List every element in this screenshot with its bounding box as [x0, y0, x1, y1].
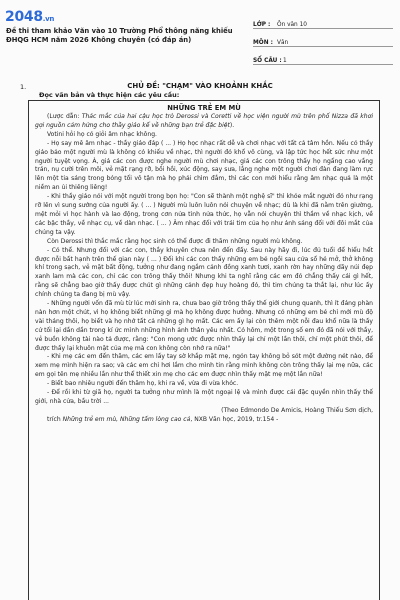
story-paragraph: Votini hỏi họ có giỏi âm nhạc không. [47, 130, 157, 138]
citation-prefix: trích [47, 415, 63, 423]
meta-value: Văn [277, 40, 289, 46]
question-topic: CHỦ ĐỀ: "CHẠM" VÀO KHOẢNH KHẮC [127, 82, 273, 90]
story-paragraph: - Những người vốn đã mù từ lúc mới sinh ra, chưa bao giờ trông thấy thế giới chung quanh, thì ít đáng phàn nàn hơn một chút, vì họ không biết những gì mà họ không được hưởng. Nhưng có những em bé chỉ mới mù độ vài tháng thôi, họ biết và họ nhớ tất cả những gì họ mất. Các em ấy lại còn thêm một nỗi đau khổ nữa là thấy cứ tối lại dần dần trong kí ức mình những hình ảnh thân yêu nhất. Có hôm, một trong số em đó đã nói với thầy, vẻ buồn không tài nào tả được, rằng: "Con mong ước được nhìn thấy lại chỉ một lần thôi, chỉ một phút thôi, để được thấy lại khuôn mặt của mẹ mà con không còn nhớ ra nữa!" [35, 300, 373, 352]
meta-key: LỚP : [253, 22, 271, 28]
question-instruction: Đọc văn bản và thực hiện các yêu cầu: [39, 91, 180, 99]
story-intro [35, 113, 373, 131]
meta-row-class [253, 13, 393, 29]
site-logo[interactable] [5, 9, 54, 25]
citation-suffix: , NXB Văn học, 2019, tr.154 - [190, 415, 279, 423]
story-paragraph: - Khi mẹ các em đến thăm, các em lấy tay sờ khắp mặt mẹ, ngón tay không bỏ sót một đường nét nào, để xem mẹ mình hiện ra sao; và các em chỉ hơi lắm cho mình tin rằng mình không còn trông thấy lại mẹ nữa, các em gọi tên mẹ nhiều lần như thể thiết xin mẹ cho các em được nhìn thấy mặt mẹ một lần nữa! [35, 353, 373, 379]
story-citation: (Theo Edmondo De Amicis, Hoàng Thiếu Sơn dịch, [221, 406, 373, 414]
meta-row-count [253, 49, 393, 65]
meta-value: Ôn văn 10 [277, 22, 307, 28]
intro-prefix: (Lược dẫn: [47, 113, 82, 120]
story-paragraph: - Để rồi khi từ giã họ, người ta tưởng như mình là một ngoại lệ và mình được cái đặc quyền nhìn thấy thế giới, nhà cửa, bầu trời ... [35, 389, 373, 405]
exam-meta [253, 13, 393, 67]
intro-suffix: ). [229, 121, 235, 129]
meta-value: 1 [283, 58, 287, 64]
reading-passage [28, 100, 380, 600]
story-paragraph: Còn Derossi thì thắc mắc rằng học sinh có thể được đi thăm những người mù không. [47, 237, 303, 245]
story-paragraph: - Biết bao nhiêu người đến thăm họ, khi ra về, vừa đi vừa khóc. [47, 380, 239, 388]
meta-key: MÔN : [253, 40, 273, 46]
meta-row-subject [253, 31, 393, 47]
logo-main: 2048 [5, 9, 43, 25]
meta-key: SỐ CÂU : [253, 58, 282, 64]
story-paragraph: - Khi thầy giáo nói với một người trong bọn họ: "Con sẽ thành một nghệ sĩ" thì khóe mắt người đó như rạng rỡ lên vì sung sướng của người ấy. ( ... ) Người mù luôn luôn nói chuyện về nhạc; dù là khi đã nằm trên giường, mệt mỏi vì học hành và lao động, trong cơn nửa tỉnh nửa thức, họ vẫn nói chuyện thì thầm về nhạc kịch, về các bậc thầy, về nhạc cụ, về dàn nhạc. ( ... ) Âm nhạc đối với trái tim của họ như ánh sáng đối với đôi mắt của chúng ta vậy. [35, 193, 373, 236]
question-number: 1. [20, 83, 27, 91]
story-citation-source [35, 416, 373, 425]
intro-italic: Thác mắc của hai cậu học trò Derossi và Coretti về học viện người mù trên phố Nizza đã khơi gợi nguồn cảm hứng cho thầy giáo kể về những bạn trẻ đặc biệt [35, 113, 374, 129]
story-paragraph: - Có thể. Nhưng đối với các con, thầy khuyên chưa nên đến đấy. Sau này hãy đi, lúc đủ tuổi để hiểu hết được nỗi bất hạnh trên thế gian này ( ... ) Đối khi các con thấy những em bé ngồi sau cửa sổ hé mở, thở không khí trong sạch, vẻ mặt bất động, tưởng như đang ngắm cảnh đồng xanh tươi, xanh rờn hay những dãy núi đẹp xanh lam mà các con, chỉ các con trông thấy thôi! Nhưng khi ta nghĩ rằng các em đó chẳng thấy cái gì hết, rằng sẽ chẳng bao giờ thấy được chút gì những cảnh đẹp huy hoàng đó, thì tim chúng ta thắt lại, như lúc ấy chính chúng ta đang bị mù vậy. [35, 246, 373, 299]
citation-italic: Những trẻ em mù, Những tấm lòng cao cả [62, 415, 191, 423]
exam-title: Đề thi tham khảo Văn vào 10 Trường Phổ thông năng khiếu ĐHQG HCM năm 2026 Không chuyên (có đáp án) [6, 27, 233, 44]
logo-suffix: .vn [42, 15, 55, 23]
story-title: NHỮNG TRẺ EM MÙ [167, 104, 241, 112]
story-paragraph: - Họ say mê âm nhạc - thầy giáo đáp ( ... ) Họ học nhạc rất dễ và chơi nhạc với tất cả tâm hồn. Nếu có thầy giáo bảo một người mù là không có khiếu về nhạc, thì người đó khổ vô cùng, và lập tức học hết sức như một người tuyệt vọng. À, giá các con được nghe người mù chơi nhạc, giá các con trông thấy họ ngẩng cao vầng trán, nụ cười trên môi, vẻ mặt rạng rỡ, bồi hồi, xúc động, say sưa, lắng nghe một người chơi đàn đang làm rực lên một tia sáng trong bóng tối vô tận mà họ phải chìm đắm, thì các con mới hiểu rằng âm nhạc quả là một niềm an ủi thiêng liêng! [35, 139, 373, 192]
